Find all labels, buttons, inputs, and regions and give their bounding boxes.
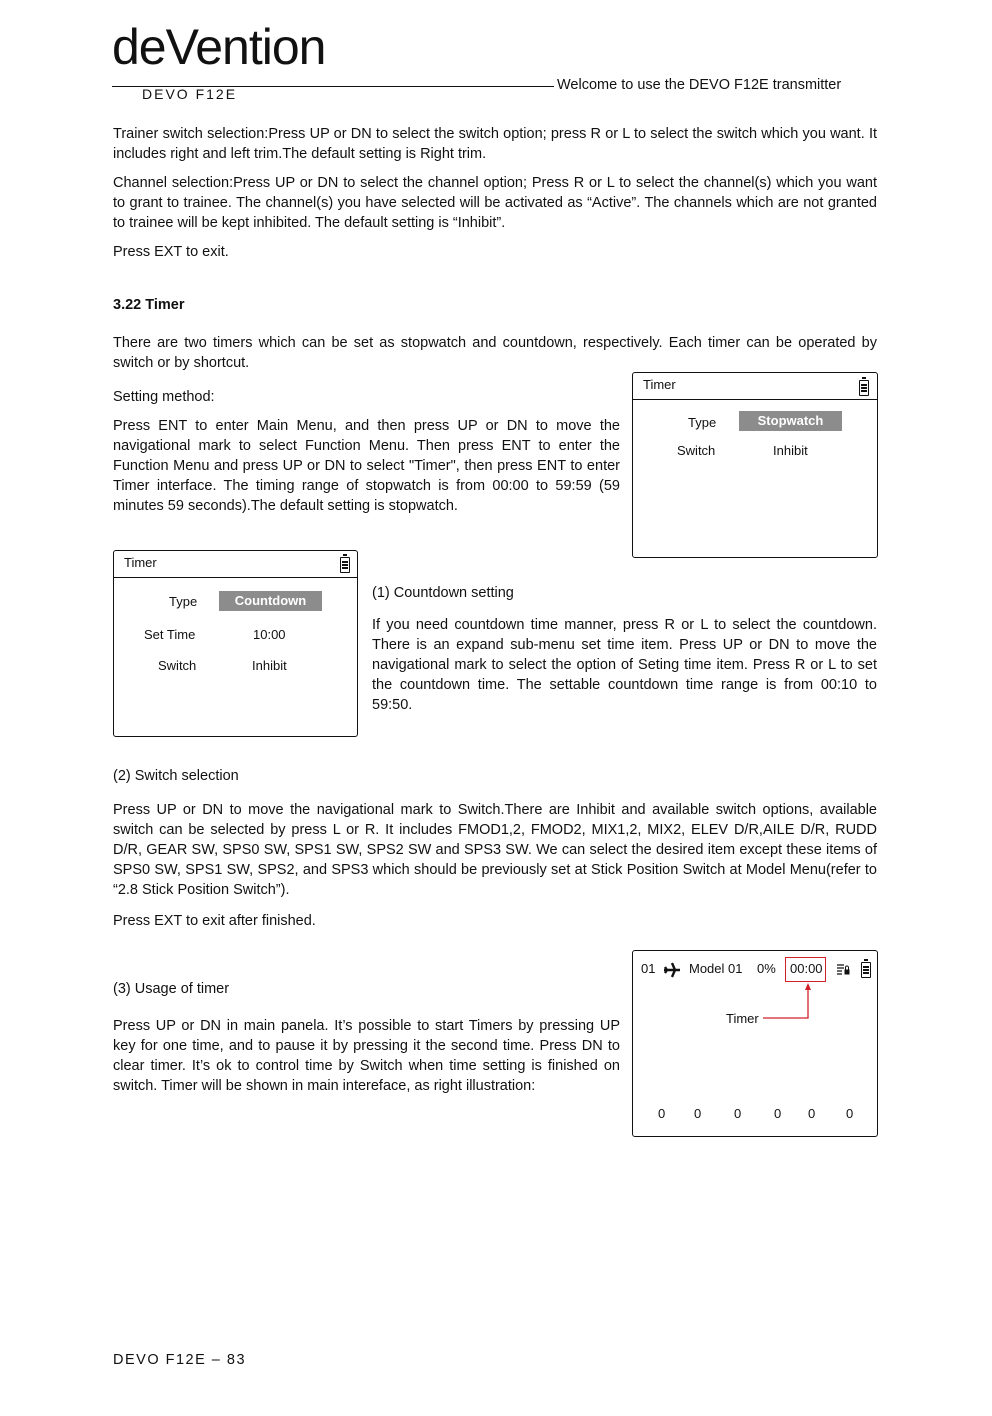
paragraph-setting-method: Setting method: bbox=[113, 389, 215, 405]
throttle-percent: 0% bbox=[757, 961, 776, 976]
model-number: 01 bbox=[641, 961, 656, 976]
usage-title: (3) Usage of timer bbox=[113, 981, 230, 997]
settime-label: Set Time bbox=[144, 627, 196, 642]
brand-logo: deVention bbox=[112, 19, 326, 75]
type-value[interactable]: Countdown bbox=[219, 591, 322, 611]
switch-label: Switch bbox=[158, 658, 197, 673]
section-title: 3.22 Timer bbox=[113, 297, 185, 313]
timer-callout-label: Timer bbox=[726, 1011, 759, 1026]
trim-lock-icon bbox=[836, 963, 850, 976]
paragraph-countdown: If you need countdown time manner, press R or L to select the countdown. There is an expand sub-menu set time item. Press UP or DN to move the navigational mark to select the option of Seting time item. Press R or L to set the countdown time. The settable countdown time range is from 00:10 to 59:50. bbox=[372, 617, 877, 713]
paragraph-exit-finished: Press EXT to exit after finished. bbox=[113, 913, 316, 929]
timer-panel-stopwatch bbox=[632, 372, 878, 558]
model-name: Model 01 bbox=[689, 961, 743, 976]
trim-value-5: 0 bbox=[808, 1106, 816, 1121]
type-value[interactable]: Stopwatch bbox=[739, 411, 842, 431]
paragraph-exit: Press EXT to exit. bbox=[113, 244, 229, 260]
paragraph-channel-selection: Channel selection:Press UP or DN to select the channel option; Press R or L to select the channel(s) which you want to grant to trainee. The channel(s) you have selected will be activated as “Active”. The channels which are not granted to trainee will be kept inhibited. The default setting is “Inhibit”. bbox=[113, 175, 877, 231]
timer-panel-countdown bbox=[113, 550, 358, 737]
battery-icon bbox=[340, 557, 350, 573]
switch-value[interactable]: Inhibit bbox=[773, 443, 808, 458]
brand-sub: DEVO F12E bbox=[142, 86, 238, 102]
paragraph-timer-intro: There are two timers which can be set as stopwatch and countdown, respectively. Each timer can be operated by switch or by shortcut. bbox=[113, 335, 877, 371]
paragraph-usage: Press UP or DN in main panela. It’s possible to start Timers by pressing UP key for one time, and to pause it by pressing it the second time. Press DN to clear timer. It’s ok to control time by Switch when time setting is finished on switch. Timer will be shown in main intereface, as right illustration: bbox=[113, 1018, 620, 1094]
battery-icon bbox=[859, 380, 869, 396]
timer-callout-arrow bbox=[763, 982, 813, 1022]
switch-value[interactable]: Inhibit bbox=[252, 658, 287, 673]
panel-title: Timer bbox=[124, 555, 157, 570]
paragraph-switch: Press UP or DN to move the navigational mark to Switch.There are Inhibit and available switch options, available switch can be selected by press L or R. It includes FMOD1,2, FMOD2, MIX1,2, MIX2, ELEV D/R,AILE D/R, RUDD D/R, GEAR SW, SPS0 SW, SPS1 SW, SPS2 SW and SPS3 SW. We can select the desired item except these items of SPS0 SW, SPS1 SW, SPS2, and SPS3 which should be previously set at Stick Position Switch at Model Menu(refer to “2.8 Stick Position Switch”). bbox=[113, 802, 877, 898]
trim-value-4: 0 bbox=[774, 1106, 782, 1121]
trim-value-2: 0 bbox=[694, 1106, 702, 1121]
panel-divider bbox=[114, 577, 357, 578]
countdown-title: (1) Countdown setting bbox=[372, 585, 514, 601]
header-welcome: Welcome to use the DEVO F12E transmitter bbox=[557, 77, 842, 93]
panel-divider bbox=[633, 399, 877, 400]
panel-title: Timer bbox=[643, 377, 676, 392]
paragraph-trainer-switch: Trainer switch selection:Press UP or DN to select the switch option; press R or L to select the switch which you want. It includes right and left trim.The default setting is Right trim. bbox=[113, 126, 877, 162]
battery-icon bbox=[861, 962, 871, 978]
settime-value[interactable]: 10:00 bbox=[253, 627, 286, 642]
type-label: Type bbox=[688, 415, 717, 430]
timer-value[interactable]: 00:00 bbox=[790, 961, 823, 976]
switch-label: Switch bbox=[677, 443, 716, 458]
trim-value-3: 0 bbox=[734, 1106, 742, 1121]
page-footer: DEVO F12E – 83 bbox=[113, 1352, 247, 1368]
trim-value-1: 0 bbox=[658, 1106, 666, 1121]
type-label: Type bbox=[169, 594, 198, 609]
airplane-icon bbox=[663, 962, 681, 978]
trim-value-6: 0 bbox=[846, 1106, 854, 1121]
paragraph-setting-steps: Press ENT to enter Main Menu, and then press UP or DN to move the navigational mark to select Function Menu. Then press ENT to enter the Function Menu and press UP or DN to select "Timer", then press ENT to enter Timer interface. The timing range of stopwatch is from 00:00 to 59:59 (59 minutes 59 seconds).The default setting is stopwatch. bbox=[113, 418, 620, 514]
switch-title: (2) Switch selection bbox=[113, 768, 239, 784]
main-interface-panel bbox=[632, 950, 878, 1137]
